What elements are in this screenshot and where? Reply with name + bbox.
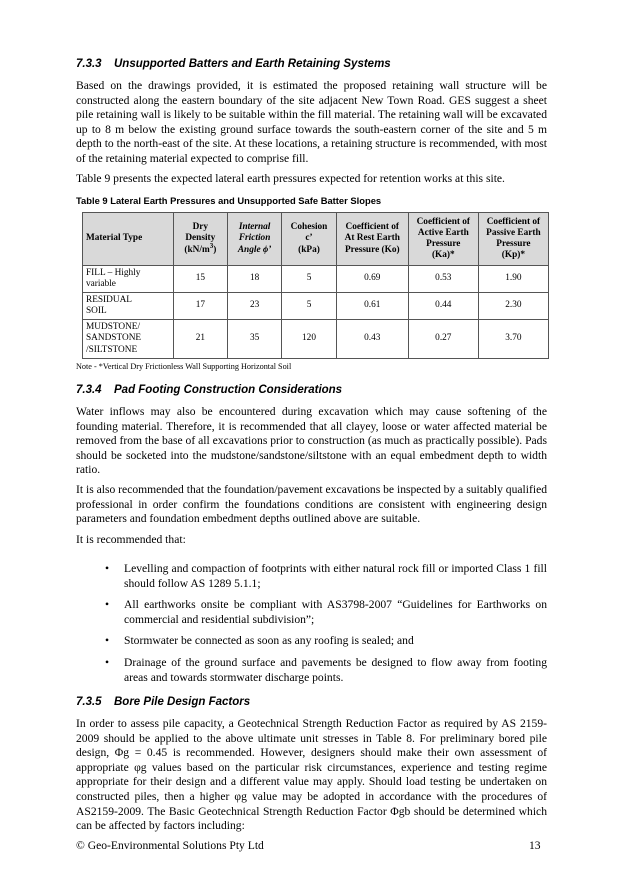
cell-ka: 0.27 [408, 320, 478, 359]
column-header-dry-density: Dry Density $(kN/m^3)$ [173, 213, 227, 266]
paragraph: Table 9 presents the expected lateral earth pressures expected for retention works at this site. [76, 172, 505, 185]
section-heading-7-3-3 [76, 58, 391, 70]
cell-friction: 35 [227, 320, 281, 359]
page-number: 13 [529, 839, 541, 852]
section-title: Unsupported Batters and Earth Retaining Systems [114, 58, 391, 70]
cell-ko: 0.69 [336, 266, 408, 293]
cell-cohesion: 5 [282, 266, 337, 293]
cell-density: 17 [173, 293, 227, 320]
bullet-icon: • [105, 634, 110, 648]
paragraph: It is recommended that: [76, 533, 186, 546]
section-title: Bore Pile Design Factors [114, 696, 251, 708]
table-row [83, 320, 549, 359]
section-number: 7.3.4 [76, 384, 102, 396]
table-row [83, 293, 549, 320]
table-caption: Table 9 Lateral Earth Pressures and Unsupported Safe Batter Slopes [76, 195, 382, 206]
cell-ko: 0.43 [336, 320, 408, 359]
table-note: Note - *Vertical Dry Frictionless Wall Supporting Horizontal Soil [76, 362, 292, 371]
section-heading-7-3-5 [76, 696, 250, 708]
cell-friction: 18 [227, 266, 281, 293]
cell-material: RESIDUAL SOIL [83, 293, 174, 320]
cell-cohesion: 5 [282, 293, 337, 320]
cell-density: 21 [173, 320, 227, 359]
cell-kp: 1.90 [478, 266, 548, 293]
paragraph: Based on the drawings provided, it is estimated the proposed retaining wall structure will be constructed along the eastern boundary of the site adjacent New Town Road. GES suggest a sheet pile retaining wall is likely to be suitable within the fill material. The retaining wall will be excavated up to 8 m below the existing ground surface towards the south-eastern corner of the site and 5 m depth to the north-east of the site. At these locations, a retaining structure is recommended, with most of the retaining material expected to comprise fill. [76, 79, 547, 165]
column-header-kp: Coefficient of Passive Earth Pressure (Kp)* [478, 213, 548, 266]
cell-kp: 3.70 [478, 320, 548, 359]
column-header-ko: Coefficient of At Rest Earth Pressure (Ko) [336, 213, 408, 266]
column-header-ka: Coefficient of Active Earth Pressure (Ka)* [408, 213, 478, 266]
bullet-icon: • [105, 598, 110, 612]
list-item: • Drainage of the ground surface and pavements be designed to flow away from footing areas and towards stormwater discharge points. [105, 655, 547, 684]
cell-friction: 23 [227, 293, 281, 320]
cell-material: FILL – Highly variable [83, 266, 174, 293]
paragraph: Water inflows may also be encountered during excavation which may cause softening of the founding material. Therefore, it is recommended that all clayey, loose or water affected material be removed from the base of all excavations prior to construction (as much as practically possible). Pads should be socketed into the mudstone/sandstone/siltstone with an equal embedment depth to width ratio. [76, 405, 547, 477]
section-number: 7.3.5 [76, 696, 102, 708]
cell-cohesion: 120 [282, 320, 337, 359]
bullet-icon: • [105, 655, 110, 669]
table-row [83, 266, 549, 293]
cell-ka: 0.53 [408, 266, 478, 293]
recommendation-list [76, 562, 547, 692]
paragraph: It is also recommended that the foundation/pavement excavations be inspected by a suitably qualified professional in order confirm the foundations conditions are consistent with engineering design parameters and foundation embedment depths outlined above are suitable. [76, 483, 548, 526]
cell-ko: 0.61 [336, 293, 408, 320]
section-heading-7-3-4 [76, 384, 342, 396]
bullet-icon: • [105, 562, 110, 575]
list-item: • Levelling and compaction of footprints with either natural rock fill or imported Class 1 fill should follow AS 1289 5.1.1; [105, 562, 547, 590]
cell-density: 15 [173, 266, 227, 293]
column-header-cohesion: Cohesion c’ (kPa) [282, 213, 337, 266]
column-header-friction-angle: Internal Friction Angle ϕ’ [227, 213, 281, 266]
paragraph: In order to assess pile capacity, a Geotechnical Strength Reduction Factor as required by AS 2159-2009 should be applied to the above ultimate unit stresses in Table 8. For preliminary bored pile design, Φg = 0.45 is recommended. However, designers should make their own assessment of appropriate φg values based on the particular risk circumstances, experience and testing regime appropriate for their design and a different value may apply. Should load testing be undertaken on constructed piles, then a higher φg value may be adopted in accordance with the procedures of AS2159-2009. The Basic Geotechnical Strength Reduction Factor Φgb should be determined which can be affected by factors including: [76, 717, 547, 833]
cell-material: MUDSTONE/ SANDSTONE /SILTSTONE [83, 320, 174, 359]
column-header-material: Material Type [83, 213, 174, 266]
table-header-row [83, 213, 549, 266]
list-item: • Stormwater be connected as soon as any roofing is sealed; and [105, 634, 414, 648]
list-item: • All earthworks onsite be compliant with AS3798-2007 “Guidelines for Earthworks on commercial and residential subdivision”; [105, 598, 547, 626]
cell-ka: 0.44 [408, 293, 478, 320]
lateral-earth-pressure-table [82, 212, 549, 359]
cell-kp: 2.30 [478, 293, 548, 320]
section-title: Pad Footing Construction Considerations [114, 384, 343, 396]
footer-copyright: © Geo-Environmental Solutions Pty Ltd [76, 839, 264, 852]
section-number: 7.3.3 [76, 58, 102, 70]
